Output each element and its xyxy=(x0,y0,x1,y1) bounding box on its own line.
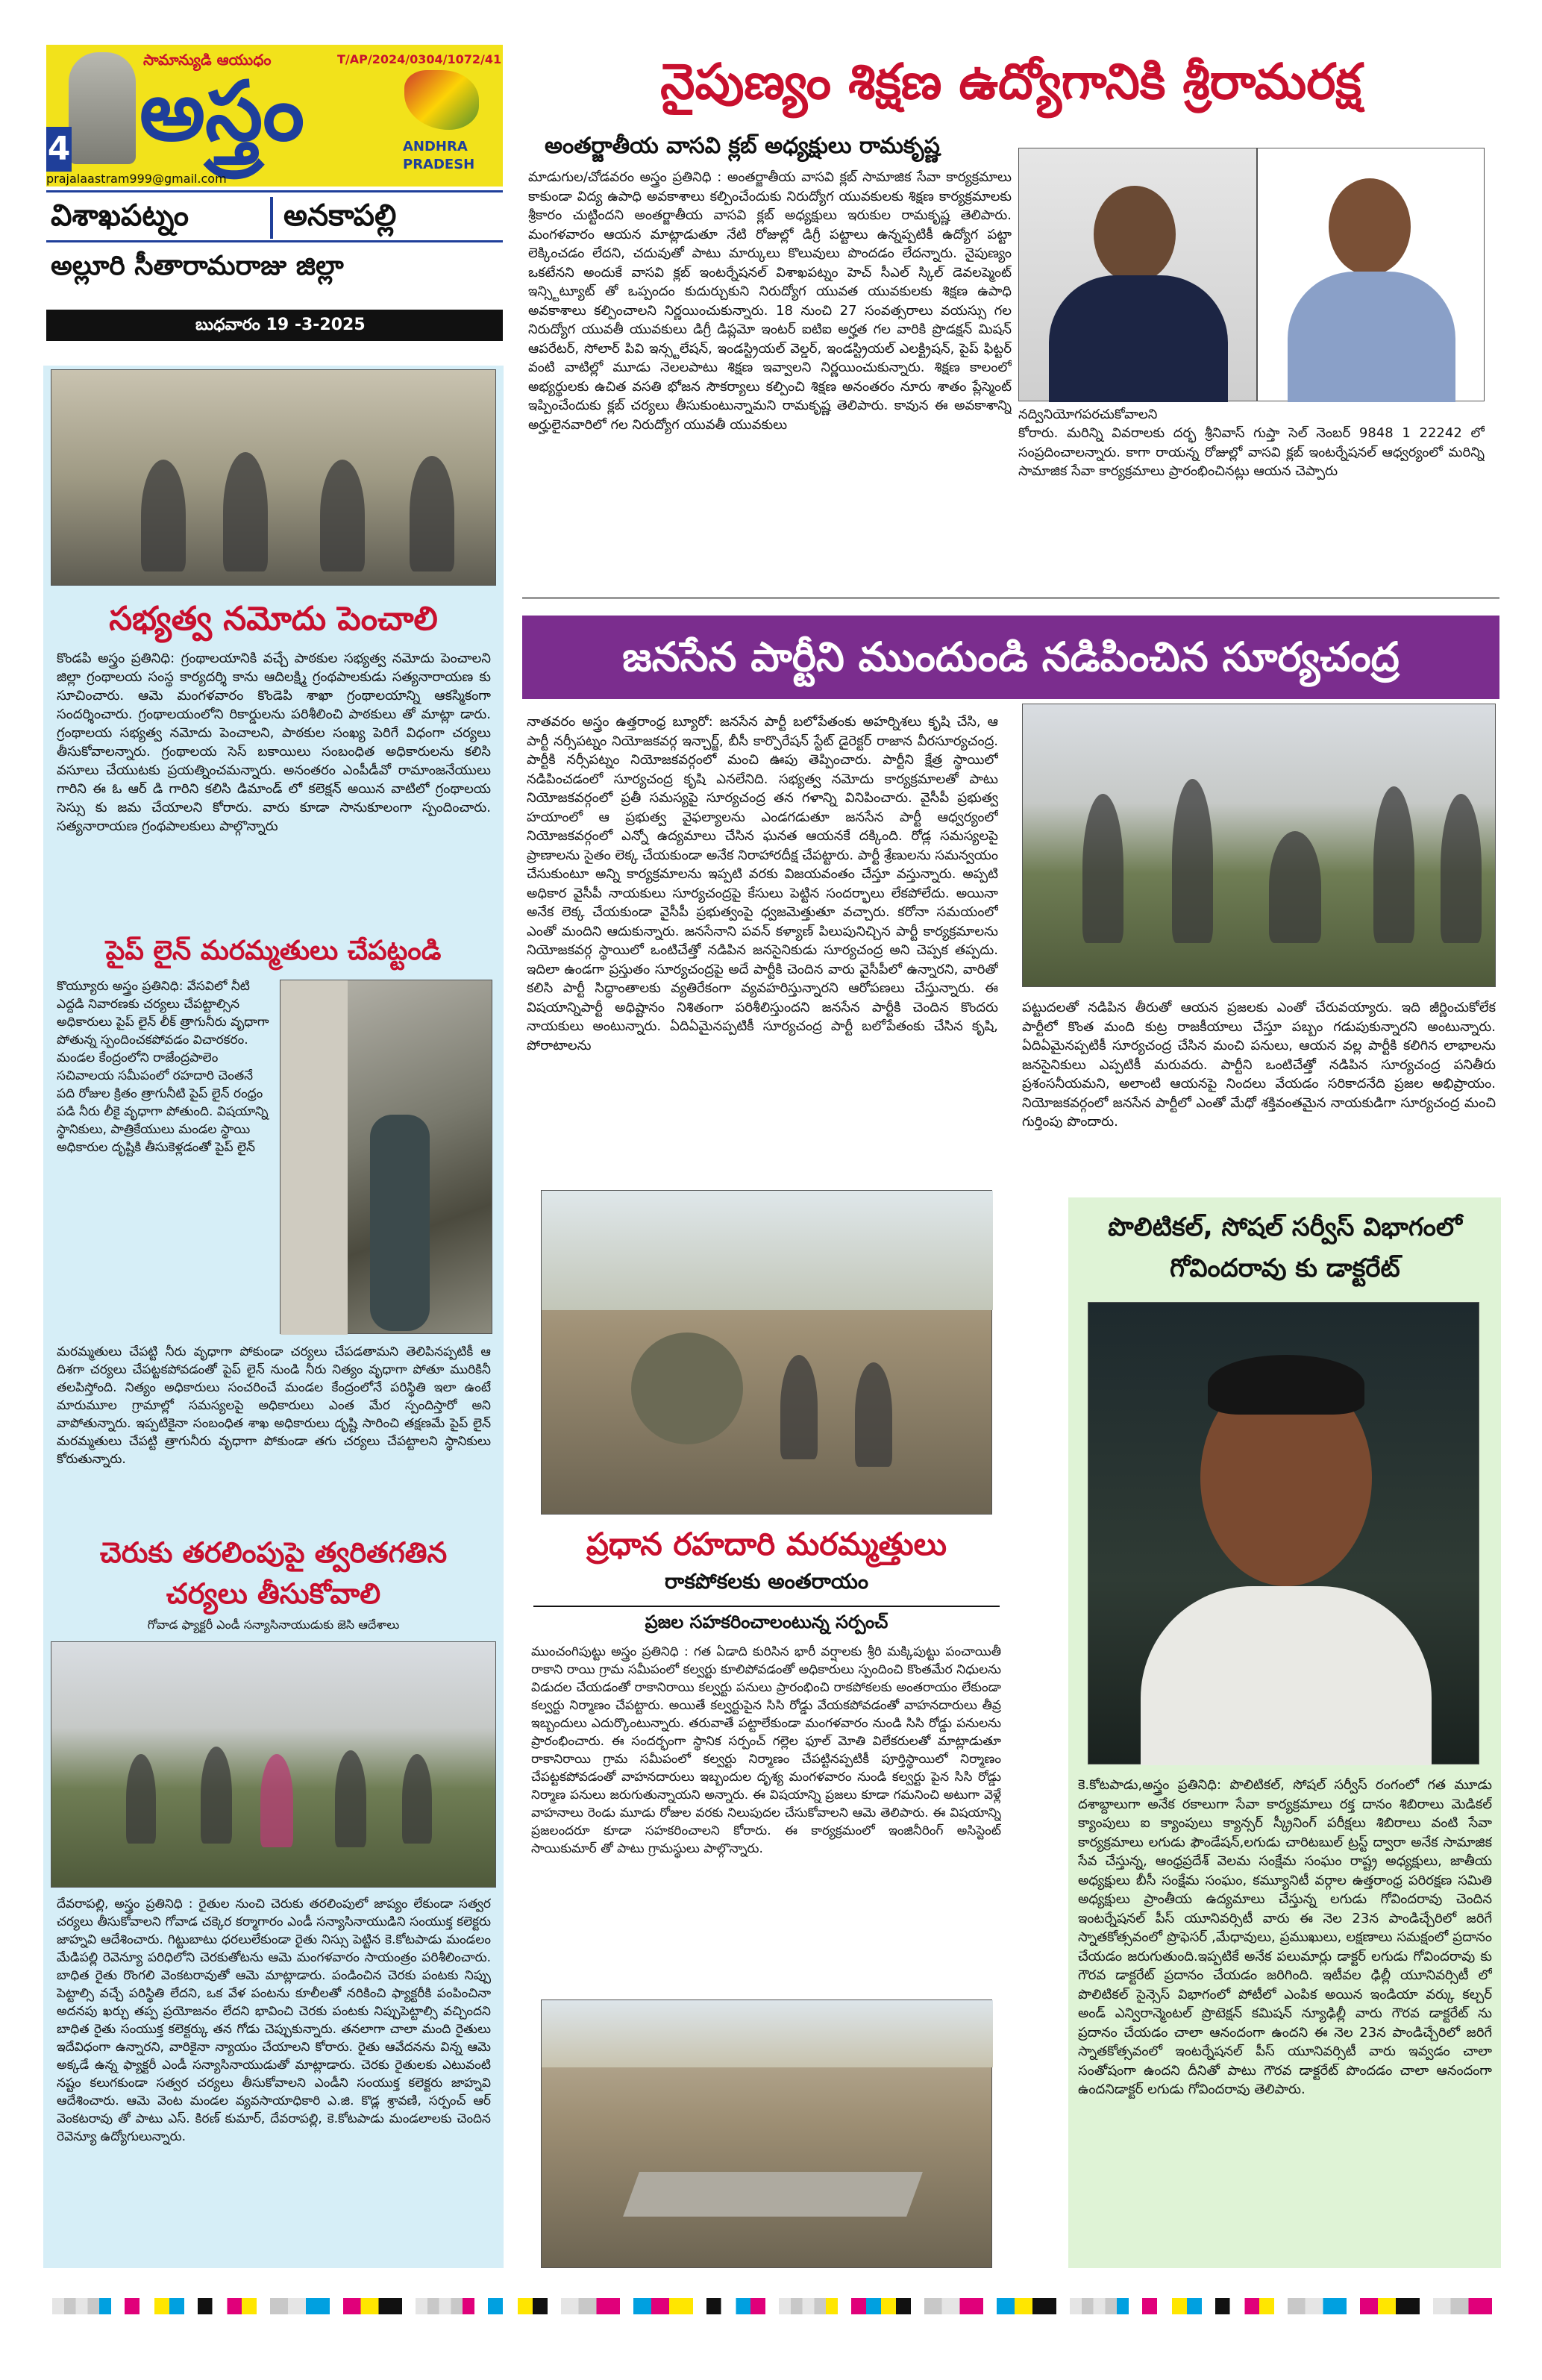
masthead-tagline: సామాన్యుడి ఆయుధం xyxy=(143,51,272,69)
issue-date: బుధవారం 19 -3-2025 xyxy=(195,316,366,334)
vasavi-body: మాడుగుల/చోడవరం అస్త్రం ప్రతినిధి : అంతర్జాతీయ వాసవి క్లబ్ సామాజిక సేవా కార్యక్రమాలు కాకుండా విద్య ఉపాధి అవకాశాలు కల్పించేందుకు నిరుద్యోగ యువకులకు శిక్షణ కార్యక్రమాలకు శ్రీకారం చుట్టిందని అంతర్జాతీయ వాసవి క్లబ్ అధ్యక్షులు ఇరుకుల రామకృష్ణ తెలిపారు. మంగళవారం ఆయన మాట్లాడుతూ నేటి రోజుల్లో డిగ్రీ పట్టాలు ఉన్నప్పటికీ ఉద్యోగ పట్టా లెక్కించడం లేదని, చదువుతో పాటు మార్కులు కొలువులు పొందడం లేదన్నారు. నైపుణ్యం ఒకటేనని అందుకే వాసవి క్లబ్ ఇంటర్నేషనల్ విశాఖపట్నం హెచ్ సీఎల్ స్కిల్ డెవలప్మెంట్ ఇన్స్టిట్యూట్ తో ఒప్పందం కుదుర్చుకుని నిరుద్యోగ యువత యువకులకు శిక్షణ ఉపాధి అవకాశాలు కల్పించాలని నిర్ణయించుకున్నారు. 18 నుంచి 27 సంవత్సరాలు వయస్సు గల నిరుద్యోగ యువతీ యువకులు డిగ్రీ డిప్లమో ఇంటర్ ఐటిఐ అర్హత గల వారికి ప్రొడక్షన్ మిషన్ ఆపరేటర్, సోలార్ పివి ఇన్స్టలేషన్, ఇండస్ట్రియల్ వెల్డర్, ఇండస్ట్రియల్ ఎలక్ట్రిషన్, పైప్ ఫిట్టర్ వంటి వాటిల్లో మూడు నెలలపాటు శిక్షణ ఇవ్వాలని నిర్ణయించుకున్నారు. శిక్షణ కాలంలో అభ్యర్థులకు ఉచిత వసతి భోజన సౌకర్యాలు కల్పించి శిక్షణ అనంతరం నూరు శాతం ప్లేస్మెంట్ ఇప్పించేందుకు క్లబ్ చర్యలు తీసుకుంటున్నామని రామకృష్ణ తెలిపారు. కావున ఈ అవకాశాన్ని అర్హులైనవారిలో గల నిరుద్యోగ యువతీ యువకులు xyxy=(528,169,1012,433)
doctorate-headline-line1: పొలిటికల్, సోషల్ సర్వీస్ విభాగంలో xyxy=(1108,1212,1462,1242)
masthead-banner xyxy=(46,45,503,187)
janasena-headline: జనసేన పార్టీని ముందుండి నడిపించిన సూర్యచంద్ర xyxy=(622,633,1400,680)
library-headline: సభ్యత్వ నమోదు పెంచాలి xyxy=(109,600,438,638)
drain-leak-photo xyxy=(280,980,492,1334)
sugarcane-field-photo xyxy=(51,1641,496,1888)
date-bar xyxy=(46,310,503,341)
section-divider xyxy=(522,597,1499,599)
janasena-banner xyxy=(522,616,1499,699)
masthead-registration: T/AP/2024/0304/1072/41 xyxy=(337,52,502,66)
sugarcane-subheadline: గోవాడ ఫ్యాక్టరీ ఎండీ సన్యాసినాయుడుకు జెసి ఆదేశాలు xyxy=(147,1618,400,1632)
masthead xyxy=(46,45,503,347)
vasavi-subheadline: అంతర్జాతీయ వాసవి క్లబ్ అధ్యక్షులు రామకృష్ణ xyxy=(545,133,940,159)
sugarcane-headline-line2: చర్యలు తీసుకోవాలి xyxy=(166,1577,381,1610)
pipeline-headline: పైప్ లైన్ మరమ్మతులు చేపట్టండి xyxy=(105,936,442,966)
buddha-statue-logo xyxy=(69,52,136,164)
doctorate-body: కె.కోటపాడు,అస్త్రం ప్రతినిధి: పొలిటికల్, సోషల్ సర్వీస్ రంగంలో గత మూడు దశాబ్దాలుగా అనేక రకాలుగా సేవా కార్యక్రమాలు రక్త దానం శిబిరాలు మెడికల్ క్యాంపులు ఐ క్యాంపులు క్యాన్సర్ స్క్రీనింగ్ పరీక్షలు శిబిరాలు వంటి సేవా కార్యక్రమాలు లగుడు ఫౌండేషన్,లగుడు చారిటబుల్ ట్రస్ట్ ద్వారా అనేక సామాజిక సేవ చేస్తున్న, ఆంధ్రప్రదేశ్ వెలమ సంక్షేమ సంఘం రాష్ట్ర అధ్యక్షులు, జాతీయ అధ్యక్షులు బీసీ సంక్షేమ సంఘం, కమ్యూనిటీ వర్గాల ఉత్తరాంధ్ర పరిరక్షణ సమితి అధ్యక్షులు ప్రాంతీయ ఉద్యమాలు చేస్తున్న లగుడు గోవిందరావు చెందిన ఇంటర్నేషనల్ పీస్ యూనివర్సిటీ వారు ఈ నెల 23న పాండిచ్చేరిలో జరిగే స్నాతకోత్సవంలో ప్రొఫెసర్ ,మేధావులు, ప్రముఖులు, లక్షణాలు సమక్షంలో ప్రదానం చేయడం జరుగుతుంది.ఇప్పటికే అనేక పలుమార్లు డాక్టర్ లగుడు గోవిందరావు కు గౌరవ డాక్టరేట్ ప్రదానం చేయడం జరిగింది. ఇటీవల ఢిల్లీ యూనివర్సిటీ లో పొలిటికల్ సైన్సెస్ విభాగంలో పోటీలో ఎంపిక అయిన ఇండియా వర్కు కల్చర్ అండ్ ఎన్విరాన్మెంటల్ ప్రొటెక్షన్ కమిషన్ న్యూఢిల్లీ వారు గౌరవ డాక్టరేట్ ను ప్రదానం చేయడం చాలా ఆనందంగా ఉందని ఈ నెల 23న పాండిచ్చేరిలో జరిగే స్నాతకోత్సవంలో ఇంటర్నేషనల్ పీస్ యూనివర్సిటీ వారు ఇవ్వడం చాలా సంతోషంగా ఉందని దీనితో పాటు గౌరవ డాక్టరేట్ పొందడం చాలా ఆనందంగా ఉందనిడాక్టర్ లగుడు గోవిందరావు తెలిపారు. xyxy=(1078,1777,1492,2097)
vasavi-headline: నైపుణ్యం శిక్షణ ఉద్యోగానికి శ్రీరామరక్ష xyxy=(660,53,1361,110)
pipeline-body-full: మరమ్మతులు చేపట్టి నీరు వృధాగా పోకుండా చర్యలు చేపడతామని తెలిపినప్పటికీ ఆ దిశగా చర్యలు చేపట్టకపోవడంతో పైప్ లైన్ నుండి నీరు నిత్యం వృధాగా పోతూ మురికినీ తలపిస్తోంది. నిత్యం అధికారులు సంచరించే మండల కేంద్రంలోనే పరిస్థితి ఇలా ఉంటే మారుమూల గ్రామాల్లో సమస్యలపై అధికారులు ఎంత మేర స్పందిస్తారో అని వాపోతున్నారు. ఇప్పటికైనా సంబంధిత శాఖ అధికారులు దృష్టి సారించి తక్షణమే పైప్ లైన్ మరమ్మతులు చేపట్టి త్రాగునీరు వృధాగా పోకుండా తగు చర్యలు చేపట్టాలని స్థానికులు కోరుతున్నారు. xyxy=(57,1344,491,1467)
road-headline: ప్రధాన రహదారి మరమ్మత్తులు xyxy=(586,1526,947,1562)
janasena-field-visit-photo xyxy=(1022,704,1496,987)
library-body: కొండపి అస్త్రం ప్రతినిధి: గ్రంథాలయానికి వచ్చే పాఠకుల సభ్యత్వ నమోదు పెంచాలని జిల్లా గ్రంథాలయ సంస్థ కార్యదర్శి కాను ఆదిలక్ష్మి గ్రంథపాలకుడు సత్యనారాయణ కు సూచించారు. ఆమె మంగళవారం కొండెపి శాఖా గ్రంథాలయాన్ని ఆకస్మికంగా సందర్శించారు. గ్రంథాలయంలోని రికార్డులను పరిశీలించి పాఠకులు తో మాట్లా డారు. గ్రంథాలయ సభ్యత్వ నమోదు పెంచాలని, పాఠకుల సంఖ్య పెరిగే విధంగా చర్యలు తీసుకోవాలన్నారు. గ్రంథాలయ సెస్ బకాయిలు సంబంధిత అధికారులను కలిసి వసూలు చేయుటకు ప్రయత్నించమన్నారు. అనంతరం ఎంపీడీవో రామాంజనేయులు గారిని ఈ ఓ ఆర్ డి గారిని కలిసి డిమాండ్ లో కలెక్షన్ అయిన వాటిలో గ్రంథాలయ సెస్సు కు జమ చేయాలని కోరారు. వారు కూడా సానుకూలంగా స్పందించారు. సత్యనారాయణ గ్రంథపాలకులు పాల్గొన్నారు xyxy=(57,651,491,834)
district-bar xyxy=(46,190,503,242)
road-body: ముంచంగిపుట్టు అస్త్రం ప్రతినిధి : గత ఏడాది కురిసిన భారీ వర్షాలకు శ్రీరి మక్కిపుట్టు పంచాయితీ రాకాని రాయి గ్రామ సమీపంలో కల్వర్టు కూలిపోవడంతో అధికారులు స్పందించి కొంతమేర నిధులను విడుదల చేయడంతో రాకానిరాయి కల్వర్టు పనులు ప్రారంభించి రాకపోకలకు అంతరాయం లేకుండా కల్వర్టు నిర్మాణం చేపట్టారు. అయితే కల్వర్టుపైన సిసి రోడ్డు వేయకపోవడంతో వాహనదారులు తీవ్ర ఇబ్బందులు ఎదుర్కొంటున్నారు. తరువాతే పట్టాలేకుండా మంగళవారం నుండి సిసి రోడ్డు పనులను ప్రారంభించారు. ఈ సందర్భంగా స్థానిక సర్పంచ్ గల్లెల ఫూల్ మోతి విలేకరులతో మాట్లాడుతూ రాకానిరాయి గ్రామ సమీపంలో కల్వర్టు నిర్మాణం చేపట్టినప్పటికీ పూర్తిస్థాయిలో నిర్మాణం చేపట్టకపోవడంతో వాహనదారులు ఇబ్బందుల దృశ్య మంగళవారం నుండి కల్వర్టు పైన సిసి రోడ్డు నిర్మాణ పనులు జరుగుతున్నాయని అన్నారు. ఈ విషయాన్ని ప్రజలు కూడా గమనించి అటుగా వెళ్లే వాహనాలు రెండు మూడు రోజుల వరకు నిలుపుదల చేసుకోవాలని ఆమె తెలిపారు. ఈ విషయాన్ని ప్రజలందరూ కూడా సహకరించాలని కోరారు. ఈ కార్యక్రమంలో ఇంజినీరింగ్ అసిస్టెంట్ సాయికుమార్ తో పాటు గ్రామస్థులు పాల్గొన్నారు. xyxy=(531,1644,1001,1856)
janasena-body-left: నాతవరం అస్త్రం ఉత్తరాంధ్ర బ్యూరో: జనసేన పార్టీ బలోపేతంకు అహర్నిశలు కృషి చేసి, ఆ పార్టీ నర్సీపట్నం నియోజకవర్గ ఇన్చార్జ్, బీసీ కార్పొరేషన్ స్టేట్ డైరెక్టర్ రాజాన వీరసూర్యచంద్ర. పార్టీకి నర్సీపట్నం నియోజకవర్గంలో మంచి ఊపు తెప్పించారు. పార్టీని క్షేత్ర స్థాయిలో నడిపించడంలో సూర్యచంద్ర కృషి ఎనలేనిది. సభ్యత్వ నమోదు కార్యక్రమాలతో పాటు నియోజకవర్గంలో ప్రతీ సమస్యపై సూర్యచంద్ర తన గళాన్ని వినిపించారు. వైసీపీ ప్రభుత్వ హయాంలో ఆ ప్రభుత్వ వైఫల్యాలను ఎండగడుతూ జనసేన పార్టీ ఆధ్వర్యంలో నియోజకవర్గంలో ఎన్నో ఉద్యమాలు చేసిన ఘనత ఆయనకే దక్కింది. రోడ్ల సమస్యలపై ప్రాణాలను సైతం లెక్క చేయకుండా అనేక నిరాహారదీక్ష చేపట్టారు. పార్టీ శ్రేణులను సమన్వయం చేసుకుంటూ అన్ని కార్యక్రమాలను ఇప్పటి వరకు విజయవంతం చేస్తూ వస్తున్నారు. అప్పటి అధికార వైసీపీ నాయకులు సూర్యచంద్రపై కేసులు పెట్టిన సందర్భాలు లేకపోలేదు. అయినా అనేక లెక్క చేయకుండా వైసీపీ ప్రభుత్వంపై ధ్వజమెత్తుతూ వచ్చారు. కరోనా సమయంలో ఎంతో మందిని ఆదుకున్నారు. జనసేనాని పవన్ కళ్యాణ్ పిలుపునిచ్చిన పార్టీ కార్యక్రమాలను నియోజకవర్గ స్థాయిలో ఒంటిచేత్తో నడిపిన జనసైనికుడు సూర్యచంద్ర అని చెప్పక తప్పదు. ఇదిలా ఉండగా ప్రస్తుతం సూర్యచంద్రపై అదే పార్టీకి చెందిన వారు వైసీపీలో ఉన్నారని, వారితో కలిసి పార్టీ సిద్ధాంతాలకు వ్యతిరేకంగా వ్యవహరిస్తున్నారని ఆరోపణలు చేస్తున్నారు. ఈ విషయాన్నిపార్టీ అధిష్టానం నిశితంగా పరిశీలిస్తుందని జనసేన పార్టీకి చెందిన కొందరు నాయకులు అంటున్నారు. ఏదిఏమైనప్పటికీ సూర్యచంద్ర పార్టీ బలోపేతంకు చేసిన కృషి, పోరాటాలను xyxy=(527,714,998,1053)
sugarcane-body: దేవరాపల్లి, అస్త్రం ప్రతినిధి : రైతుల నుంచి చెరుకు తరలింపులో జాప్యం లేకుండా సత్వర చర్యలు తీసుకోవాలని గోవాడ చక్కెర కర్మాగారం ఎండీ సన్యాసినాయుడిని సంయుక్త కలెక్టరు జాహ్నవి ఆదేశించారు. గిట్టుబాటు ధరలులేకుండా రైతు నిస్సు పెట్టిన కె.కోటపాడు మండలం మేడిపల్లి రెవెన్యూ పరిధిలోని చెరకుతోటను ఆమె మంగళవారం సాయంత్రం పరిశీలించారు. బాధిత రైతు రొంగలి వెంకటరావుతో ఆమె మాట్లాడారు. పండించిన చెరకు పంటకు నిప్పు పెట్టాల్సి వచ్చే పరిస్థితి లేదని, ఒక వేళ పంటను కూలీలతో నరికించి ఫ్యాక్టరీకి పంపించినా అదనపు ఖర్చు తప్ప ప్రయోజనం లేదని భావించి చెరకు పంటకు నిప్పుపెట్టాల్సి వచ్చిందని బాధిత రైతు సంయుక్త కలెక్టర్కు తన గోడు చెప్పుకున్నారు. తనలాగా చాలా మంది రైతులు ఇదేవిధంగా ఉన్నారని, వారికైనా న్యాయం చేయాలని కోరారు. రైతు ఆవేదనను విన్న ఆమె అక్కడే ఉన్న ఫ్యాక్టరీ ఎండీ సన్యాసినాయుడుతో మాట్లాడారు. చెరకు రైతులకు ఎటువంటి నష్టం కలుగకుండా సత్వర చర్యలు తీసుకోవాలని ఎండీని సంయుక్త కలెక్టరు జాహ్నవి ఆదేశించారు. ఆమె వెంట మండల వ్యవసాయాధికారి ఎ.జి. కొడ్ల శ్రావణి, సర్పంచ్ ఆర్ వెంకటరావు తో పాటు ఎస్. కిరణ్ కుమార్, దేవరాపల్లి, కె.కోటపాడు మండలాలకు చెందిన రెవెన్యూ ఉద్యోగులున్నారు. xyxy=(57,1897,491,2144)
road-subheadline: రాకపోకలకు అంతరాయం xyxy=(664,1569,869,1594)
masthead-state: ANDHRA PRADESH xyxy=(403,139,475,172)
govindarao-portrait-photo xyxy=(1088,1302,1479,1764)
masthead-title: అస్త్రం xyxy=(140,63,304,159)
district-anakapalli: అనకాపల్లి xyxy=(283,198,397,233)
district-divider xyxy=(270,197,273,239)
sugarcane-headline-line1: చెరుకు తరలింపుపై త్వరితగతిన xyxy=(99,1536,448,1569)
vasavi-president-photo xyxy=(1018,148,1257,401)
andhra-map-icon xyxy=(404,70,479,130)
pipeline-body-left: కొయ్యూరు అస్త్రం ప్రతినిధి: వేసవిలో నీటి ఎద్దడి నివారణకు చర్యలు చేపట్టాల్సిన అధికారులు పైప్ లైన్ లీక్ త్రాగునీరు వృధాగా పోతున్న స్పందించకపోవడం విచారకరం. మండల కేంద్రంలోని రాజేంద్రపాలెం సచివాలయ సమీపంలో రహదారి చెంతనే పది రోజుల క్రితం త్రాగునీటి పైప్ లైన్ రంధ్రం పడి నీరు లీకై వృధాగా పోతుంది. విషయాన్ని స్థానికులు, పాత్రికేయులు మండల స్థాయి అధికారుల దృష్టికి తీసుకెళ్లడంతో పైప్ లైన్ xyxy=(57,979,269,1155)
printer-color-strip xyxy=(52,2298,1492,2314)
district-alluri: అల్లూరి సీతారామరాజు జిల్లా xyxy=(51,251,344,281)
culvert-photo xyxy=(541,1999,992,2268)
road-construction-photo xyxy=(541,1190,992,1515)
vasavi-body-continued: కోరారు. మరిన్ని వివరాలకు దర్భ శ్రీనివాస్ గుప్తా సెల్ నెంబర్ 9848 1 22242 లో సంప్రదించాలన్నారు. కాగా రాయన్న రోజుల్లో వాసవి క్లబ్ ఇంటర్నేషనల్ ఆధ్వర్యంలో మరిన్ని సామాజిక సేవా కార్యక్రమాలు ప్రారంభించినట్లు ఆయన చెప్పారు xyxy=(1018,425,1485,479)
library-meeting-photo xyxy=(51,369,496,586)
road-kicker: ప్రజల సహకరించాలంటున్న సర్పంచ్ xyxy=(645,1612,888,1632)
road-kicker-line xyxy=(533,1606,1000,1607)
vasavi-photo-caption: నద్వినియోగపరచుకోవాలని xyxy=(1018,407,1158,422)
district-visakhapatnam: విశాఖపట్నం xyxy=(51,198,189,233)
page-number: 4 xyxy=(46,127,72,172)
janasena-body-right: పట్టుదలతో నడిపిన తీరుతో ఆయన ప్రజలకు ఎంతో చేరువయ్యారు. ఇది జీర్ణించుకోలేక పార్టీలో కొంత మంది కుట్ర రాజకీయాలు చేస్తూ పబ్బం గడుపుకున్నారని అంటున్నారు. ఏదిఏమైనప్పటికీ సూర్యచంద్ర చేసిన మంచి పనులు, ఆయన వల్ల పార్టీకి కలిగిన లాభాలను జనసైనికులు ఎప్పటికీ మరువరు. పార్టీని ఒంటిచేత్తో నడిపిన సూర్యచంద్ర పనితీరు ప్రశంసనీయమని, అలాంటి ఆయనపై నిందలు వేయడం సరికాదనేది ప్రజల అభిప్రాయం. నియోజకవర్గంలో జనసేన పార్టీలో ఎంతో మేధో శక్తివంతమైన నాయకుడిగా సూర్యచంద్ర మంచి గుర్తింపు పొందారు. xyxy=(1022,1000,1496,1130)
vasavi-member-photo xyxy=(1257,148,1485,401)
doctorate-headline-line2: గోవిందరావు కు డాక్టరేట్ xyxy=(1170,1253,1400,1283)
masthead-email: prajalaastram999@gmail.com xyxy=(46,172,227,186)
